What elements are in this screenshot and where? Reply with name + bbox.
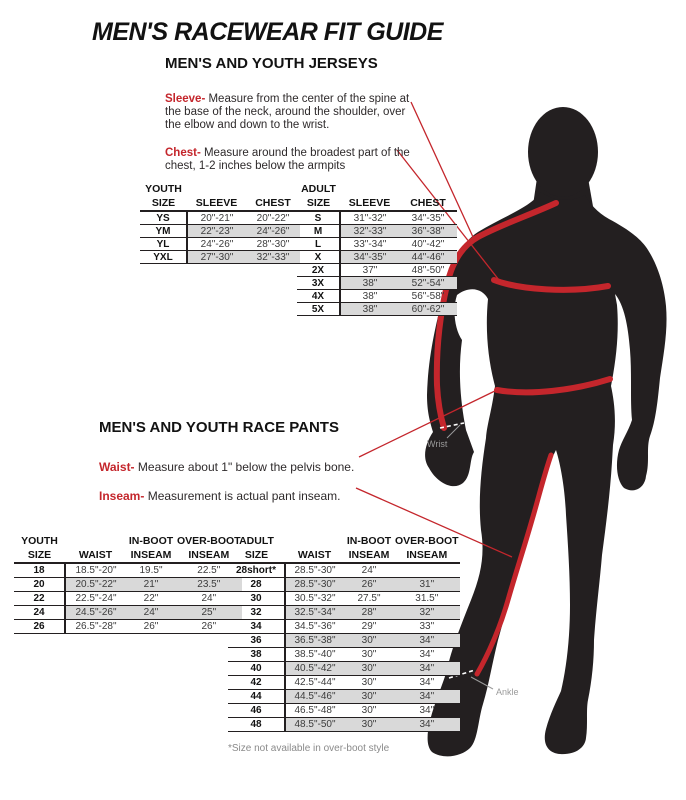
value-cell: 24" xyxy=(126,606,176,620)
size-cell: 22 xyxy=(14,592,65,606)
table-row xyxy=(228,690,460,704)
value-cell: 40.5"-42" xyxy=(285,662,344,676)
size-cell: YXL xyxy=(140,251,187,264)
wrist-label: Wrist xyxy=(427,439,448,449)
chest-instruction-label: Chest- xyxy=(165,146,201,159)
table-row xyxy=(140,238,300,251)
value-cell: 27.5" xyxy=(344,592,394,606)
size-cell: 5X xyxy=(297,303,340,316)
value-cell: 38" xyxy=(340,277,399,290)
column-header: IN-BOOT xyxy=(346,535,392,547)
table-row xyxy=(228,648,460,662)
column-header: INSEAM xyxy=(176,548,242,563)
value-cell: 30" xyxy=(344,634,394,648)
adult-pants-size-table xyxy=(228,534,460,732)
table-row xyxy=(228,634,460,648)
value-cell: 26.5"-28" xyxy=(65,620,126,634)
table-row xyxy=(297,290,457,303)
table-row xyxy=(228,606,460,620)
value-cell: 33" xyxy=(394,620,460,634)
value-cell: 34" xyxy=(394,718,460,732)
table-row xyxy=(14,592,242,606)
table-row xyxy=(297,303,457,316)
ankle-label: Ankle xyxy=(496,687,519,697)
value-cell: 36.5"-38" xyxy=(285,634,344,648)
value-cell: 26" xyxy=(126,620,176,634)
value-cell: 28.5"-30" xyxy=(285,563,344,578)
table-row xyxy=(297,251,457,264)
table-row xyxy=(297,225,457,238)
table-row xyxy=(14,620,242,634)
table-row xyxy=(228,718,460,732)
value-cell: 24" xyxy=(344,563,394,578)
value-cell: 24" xyxy=(176,592,242,606)
column-header: INSEAM xyxy=(344,548,394,563)
column-header: INSEAM xyxy=(126,548,176,563)
table-row xyxy=(228,578,460,592)
value-cell: 22.5"-24" xyxy=(65,592,126,606)
size-cell: S xyxy=(297,211,340,225)
value-cell: 31"-32" xyxy=(340,211,399,225)
youth-jersey-size-table xyxy=(140,182,300,264)
column-header: OVER-BOOT xyxy=(177,535,241,547)
table-row xyxy=(140,251,300,264)
table-row xyxy=(140,225,300,238)
value-cell: 21" xyxy=(126,578,176,592)
value-cell: 34"-35" xyxy=(340,251,399,264)
header-row xyxy=(228,534,460,548)
value-cell xyxy=(394,563,460,578)
column-header: SIZE xyxy=(228,548,285,563)
table-row xyxy=(228,676,460,690)
table-row xyxy=(14,606,242,620)
size-cell: YM xyxy=(140,225,187,238)
inseam-instruction xyxy=(99,490,340,503)
value-cell: 60"-62" xyxy=(399,303,457,316)
value-cell: 31.5" xyxy=(394,592,460,606)
size-cell: YS xyxy=(140,211,187,225)
column-header: IN-BOOT xyxy=(128,535,174,547)
value-cell: 33"-34" xyxy=(340,238,399,251)
header-row xyxy=(140,182,300,196)
table-row xyxy=(228,620,460,634)
value-cell: 46.5"-48" xyxy=(285,704,344,718)
column-header xyxy=(65,534,126,548)
size-cell: 4X xyxy=(297,290,340,303)
value-cell: 20"-22" xyxy=(246,211,300,225)
value-cell: 52"-54" xyxy=(399,277,457,290)
table-row xyxy=(228,704,460,718)
size-cell: 20 xyxy=(14,578,65,592)
column-header: WAIST xyxy=(65,548,126,563)
value-cell: 37" xyxy=(340,264,399,277)
pants-section-heading: MEN'S AND YOUTH RACE PANTS xyxy=(99,419,339,436)
value-cell: 30" xyxy=(344,718,394,732)
column-header: SLEEVE xyxy=(340,196,399,211)
column-header: OVER-BOOT xyxy=(395,535,459,547)
size-cell: 3X xyxy=(297,277,340,290)
size-cell: 36 xyxy=(228,634,285,648)
value-cell: 22" xyxy=(126,592,176,606)
size-cell: 44 xyxy=(228,690,285,704)
value-cell: 18.5"-20" xyxy=(65,563,126,578)
chest-instruction xyxy=(165,147,417,173)
column-header: SIZE xyxy=(140,196,187,211)
table-row xyxy=(297,277,457,290)
value-cell: 34"-35" xyxy=(399,211,457,225)
page-title: MEN'S RACEWEAR FIT GUIDE xyxy=(92,18,443,46)
value-cell: 40"-42" xyxy=(399,238,457,251)
table-row xyxy=(140,211,300,225)
value-cell: 44"-46" xyxy=(399,251,457,264)
value-cell: 34" xyxy=(394,704,460,718)
column-header: YOUTH xyxy=(145,183,182,195)
value-cell: 34.5"-36" xyxy=(285,620,344,634)
value-cell: 24"-26" xyxy=(246,225,300,238)
value-cell: 29" xyxy=(344,620,394,634)
value-cell: 26" xyxy=(344,578,394,592)
value-cell: 28"-30" xyxy=(246,238,300,251)
youth-pants-size-table xyxy=(14,534,242,634)
table-row xyxy=(228,563,460,578)
size-cell: X xyxy=(297,251,340,264)
table-row xyxy=(297,211,457,225)
size-table xyxy=(297,182,457,316)
value-cell: 34" xyxy=(394,690,460,704)
value-cell: 19.5" xyxy=(126,563,176,578)
column-header: SLEEVE xyxy=(187,196,246,211)
size-cell: 40 xyxy=(228,662,285,676)
column-header xyxy=(285,534,344,548)
value-cell: 31" xyxy=(394,578,460,592)
column-header: WAIST xyxy=(285,548,344,563)
value-cell: 56"-58" xyxy=(399,290,457,303)
value-cell: 28.5"-30" xyxy=(285,578,344,592)
size-cell: 48 xyxy=(228,718,285,732)
column-header: CHEST xyxy=(246,196,300,211)
table-row xyxy=(14,563,242,578)
value-cell: 32" xyxy=(394,606,460,620)
column-header xyxy=(340,182,399,196)
value-cell: 30" xyxy=(344,676,394,690)
header-row xyxy=(140,196,300,211)
value-cell: 38" xyxy=(340,290,399,303)
header-row xyxy=(297,196,457,211)
table-row xyxy=(297,238,457,251)
value-cell: 34" xyxy=(394,676,460,690)
sleeve-instruction-text: Measure from the center of the spine at the base of the neck, around the shoulder, over the elbow and down to the wrist. xyxy=(165,92,410,131)
column-header: SIZE xyxy=(297,196,340,211)
size-cell: 46 xyxy=(228,704,285,718)
header-row xyxy=(297,182,457,196)
value-cell: 23.5" xyxy=(176,578,242,592)
column-header xyxy=(399,182,457,196)
table-row xyxy=(14,578,242,592)
column-header: ADULT xyxy=(239,535,274,547)
value-cell: 22.5" xyxy=(176,563,242,578)
column-header xyxy=(187,182,246,196)
column-header xyxy=(246,182,300,196)
value-cell: 24.5"-26" xyxy=(65,606,126,620)
value-cell: 30" xyxy=(344,648,394,662)
size-cell: 34 xyxy=(228,620,285,634)
size-cell: 42 xyxy=(228,676,285,690)
size-cell: M xyxy=(297,225,340,238)
value-cell: 36"-38" xyxy=(399,225,457,238)
value-cell: 34" xyxy=(394,634,460,648)
waist-instruction-text: Measure about 1" below the pelvis bone. xyxy=(134,460,355,474)
waist-instruction-label: Waist- xyxy=(99,460,135,474)
size-cell: 26 xyxy=(14,620,65,634)
header-row xyxy=(14,548,242,563)
value-cell: 30.5"-32" xyxy=(285,592,344,606)
value-cell: 34" xyxy=(394,662,460,676)
column-header: INSEAM xyxy=(394,548,460,563)
size-cell: 18 xyxy=(14,563,65,578)
size-cell: YL xyxy=(140,238,187,251)
size-cell: 32 xyxy=(228,606,285,620)
value-cell: 20.5"-22" xyxy=(65,578,126,592)
value-cell: 38" xyxy=(340,303,399,316)
overboot-footnote: *Size not available in over-boot style xyxy=(228,743,390,754)
head-silhouette xyxy=(528,107,598,197)
sleeve-instruction-label: Sleeve- xyxy=(165,92,206,105)
column-header: YOUTH xyxy=(21,535,58,547)
value-cell: 26" xyxy=(176,620,242,634)
adult-jersey-size-table xyxy=(297,182,457,316)
column-header: SIZE xyxy=(14,548,65,563)
column-header: CHEST xyxy=(399,196,457,211)
size-table xyxy=(140,182,300,264)
value-cell: 34" xyxy=(394,648,460,662)
value-cell: 32"-33" xyxy=(340,225,399,238)
size-table xyxy=(14,534,242,634)
value-cell: 44.5"-46" xyxy=(285,690,344,704)
value-cell: 38.5"-40" xyxy=(285,648,344,662)
sleeve-instruction xyxy=(165,93,417,132)
value-cell: 32"-33" xyxy=(246,251,300,264)
value-cell: 24"-26" xyxy=(187,238,246,251)
table-row xyxy=(228,592,460,606)
value-cell: 22"-23" xyxy=(187,225,246,238)
column-header: ADULT xyxy=(301,183,336,195)
value-cell: 30" xyxy=(344,662,394,676)
value-cell: 48"-50" xyxy=(399,264,457,277)
value-cell: 30" xyxy=(344,704,394,718)
value-cell: 28" xyxy=(344,606,394,620)
table-row xyxy=(228,662,460,676)
table-row xyxy=(297,264,457,277)
size-cell: 38 xyxy=(228,648,285,662)
value-cell: 20"-21" xyxy=(187,211,246,225)
inseam-instruction-label: Inseam- xyxy=(99,489,145,503)
header-row xyxy=(14,534,242,548)
size-cell: 28 xyxy=(228,578,285,592)
jerseys-section-heading: MEN'S AND YOUTH JERSEYS xyxy=(165,55,378,72)
value-cell: 48.5"-50" xyxy=(285,718,344,732)
value-cell: 27"-30" xyxy=(187,251,246,264)
value-cell: 25" xyxy=(176,606,242,620)
waist-instruction xyxy=(99,461,354,474)
size-cell: 28short* xyxy=(228,563,285,578)
size-table xyxy=(228,534,460,732)
size-cell: 2X xyxy=(297,264,340,277)
value-cell: 42.5"-44" xyxy=(285,676,344,690)
header-row xyxy=(228,548,460,563)
value-cell: 30" xyxy=(344,690,394,704)
size-cell: L xyxy=(297,238,340,251)
chest-instruction-text: Measure around the broadest part of the chest, 1-2 inches below the armpits xyxy=(165,146,410,172)
inseam-instruction-text: Measurement is actual pant inseam. xyxy=(144,489,341,503)
value-cell: 32.5"-34" xyxy=(285,606,344,620)
size-cell: 30 xyxy=(228,592,285,606)
size-cell: 24 xyxy=(14,606,65,620)
